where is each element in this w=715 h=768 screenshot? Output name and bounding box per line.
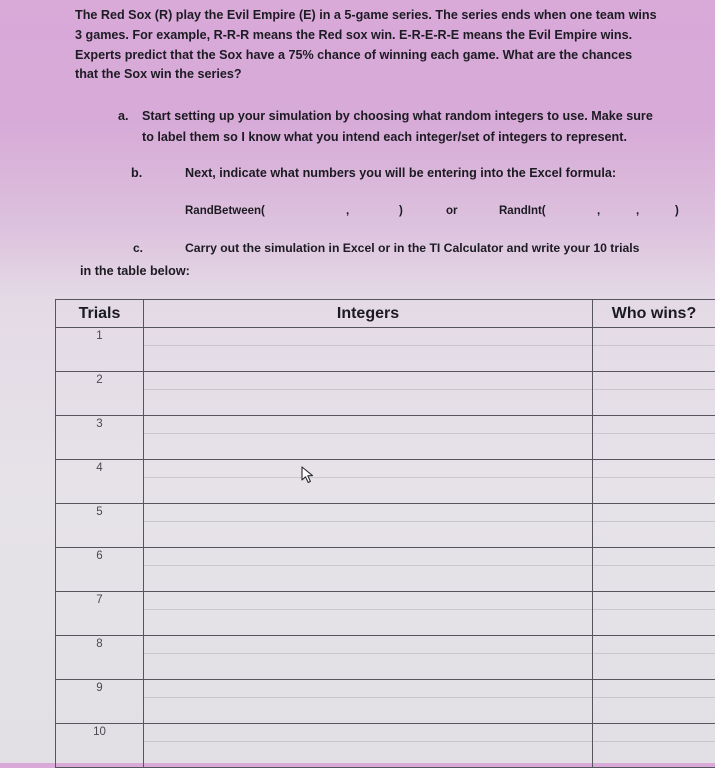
integers-cell <box>144 680 593 724</box>
part-a-letter: a. <box>118 106 129 127</box>
table-row <box>56 724 715 768</box>
formula-close-paren: ) <box>399 205 403 217</box>
part-c-letter: c. <box>133 241 143 255</box>
trial-number: 9 <box>56 680 144 724</box>
table-row <box>56 592 715 636</box>
part-b-text: Next, indicate what numbers you will be entering into the Excel formula: <box>185 166 616 180</box>
problem-line: that the Sox win the series? <box>75 65 715 85</box>
trial-number: 8 <box>56 636 144 680</box>
part-c-text: Carry out the simulation in Excel or in the TI Calculator and write your 10 trials <box>185 241 639 255</box>
winner-cell <box>593 460 715 504</box>
winner-cell <box>593 504 715 548</box>
integers-cell <box>144 504 593 548</box>
integers-cell <box>144 548 593 592</box>
trial-number: 3 <box>56 416 144 460</box>
winner-cell <box>593 548 715 592</box>
problem-line: The Red Sox (R) play the Evil Empire (E) in a 5-game series. The series ends when one team wins <box>75 6 715 26</box>
header-trials: Trials <box>56 300 144 328</box>
randbetween-label: RandBetween( <box>185 205 265 217</box>
winner-cell <box>593 416 715 460</box>
part-a-line: Start setting up your simulation by choosing what random integers to use. Make sure <box>142 106 715 127</box>
formula-or: or <box>446 205 458 217</box>
formula-comma: , <box>636 205 639 217</box>
mouse-pointer-icon <box>300 466 316 484</box>
winner-cell <box>593 372 715 416</box>
integers-cell <box>144 592 593 636</box>
integers-cell <box>144 724 593 768</box>
integers-cell <box>144 636 593 680</box>
winner-cell <box>593 724 715 768</box>
table-row <box>56 636 715 680</box>
trial-number: 7 <box>56 592 144 636</box>
table-row <box>56 548 715 592</box>
problem-line: Experts predict that the Sox have a 75% chance of winning each game. What are the chances <box>75 46 715 66</box>
part-c-continuation: in the table below: <box>80 264 190 278</box>
winner-cell <box>593 636 715 680</box>
winner-cell <box>593 680 715 724</box>
table-row <box>56 328 715 372</box>
table-row <box>56 460 715 504</box>
winner-cell <box>593 592 715 636</box>
table-row <box>56 680 715 724</box>
integers-cell <box>144 416 593 460</box>
integers-cell <box>144 328 593 372</box>
part-b-letter: b. <box>131 166 142 180</box>
trial-number: 10 <box>56 724 144 768</box>
header-integers: Integers <box>144 300 593 328</box>
randint-label: RandInt( <box>499 205 546 217</box>
part-a <box>118 106 715 148</box>
trial-number: 6 <box>56 548 144 592</box>
trial-number: 2 <box>56 372 144 416</box>
trial-number: 1 <box>56 328 144 372</box>
problem-line: 3 games. For example, R-R-R means the Red sox win. E-R-E-R-E means the Evil Empire wins. <box>75 26 715 46</box>
trial-number: 4 <box>56 460 144 504</box>
trial-number: 5 <box>56 504 144 548</box>
table-row <box>56 372 715 416</box>
table-row <box>56 504 715 548</box>
formula-comma: , <box>346 205 349 217</box>
formula-close-paren: ) <box>675 205 679 217</box>
integers-cell <box>144 372 593 416</box>
winner-cell <box>593 328 715 372</box>
part-a-line: to label them so I know what you intend each integer/set of integers to represent. <box>142 127 715 148</box>
integers-cell <box>144 460 593 504</box>
trials-table <box>55 299 715 768</box>
table-header-row <box>56 300 715 328</box>
header-who-wins: Who wins? <box>593 300 715 328</box>
formula-comma: , <box>597 205 600 217</box>
problem-statement <box>75 6 715 85</box>
table-row <box>56 416 715 460</box>
